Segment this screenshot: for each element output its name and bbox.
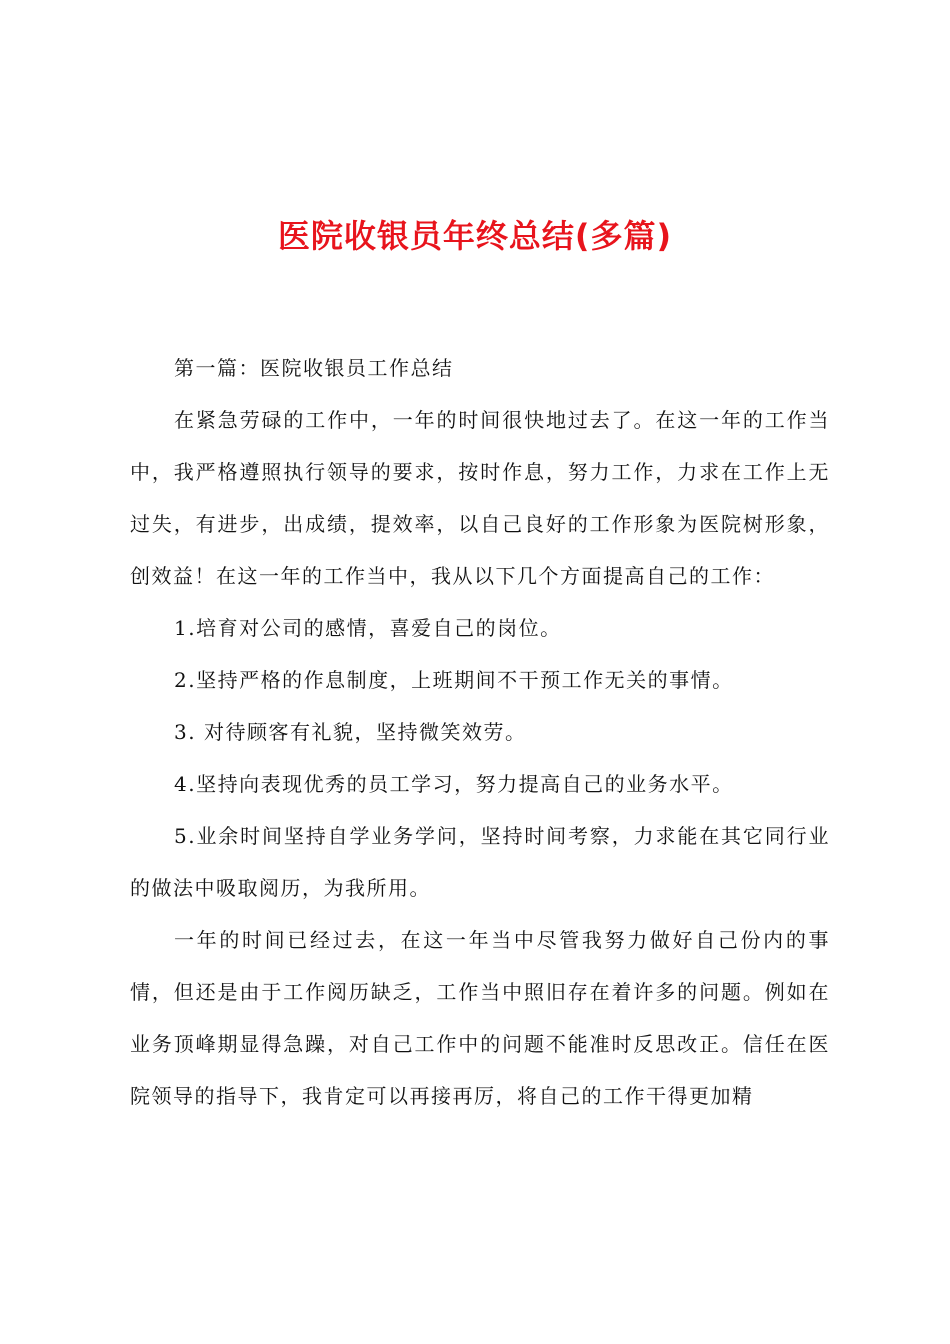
section-heading: 第一篇：医院收银员工作总结 [174,356,454,380]
list-item: 2.坚持严格的作息制度，上班期间不干预工作无关的事情。 [174,668,734,692]
list-item: 4.坚持向表现优秀的员工学习，努力提高自己的业务水平。 [174,772,734,796]
list-item: 5.业余时间坚持自学业务学问，坚持时间考察，力求能在其它同行业的做法中吸取阅历，为我所用。 [130,824,830,900]
intro-paragraph: 在紧急劳碌的工作中，一年的时间很快地过去了。在这一年的工作当中，我严格遵照执行领导的要求，按时作息，努力工作，力求在工作上无过失，有进步，出成绩，提效率，以自己良好的工作形象为医院树形象，创效益！在这一年的工作当中，我从以下几个方面提高自己的工作： [130,408,830,588]
list-item: 3. 对待顾客有礼貌，坚持微笑效劳。 [174,720,527,744]
list-item: 1.培育对公司的感情，喜爱自己的岗位。 [174,616,562,640]
closing-paragraph: 一年的时间已经过去，在这一年当中尽管我努力做好自己份内的事情，但还是由于工作阅历缺乏，工作当中照旧存在着许多的问题。例如在业务顶峰期显得急躁，对自己工作中的问题不能准时反思改正。信任在医院领导的指导下，我肯定可以再接再厉，将自己的工作干得更加精 [130,928,830,1108]
document-title: 医院收银员年终总结(多篇) [277,217,673,255]
document-body [130,342,830,1122]
